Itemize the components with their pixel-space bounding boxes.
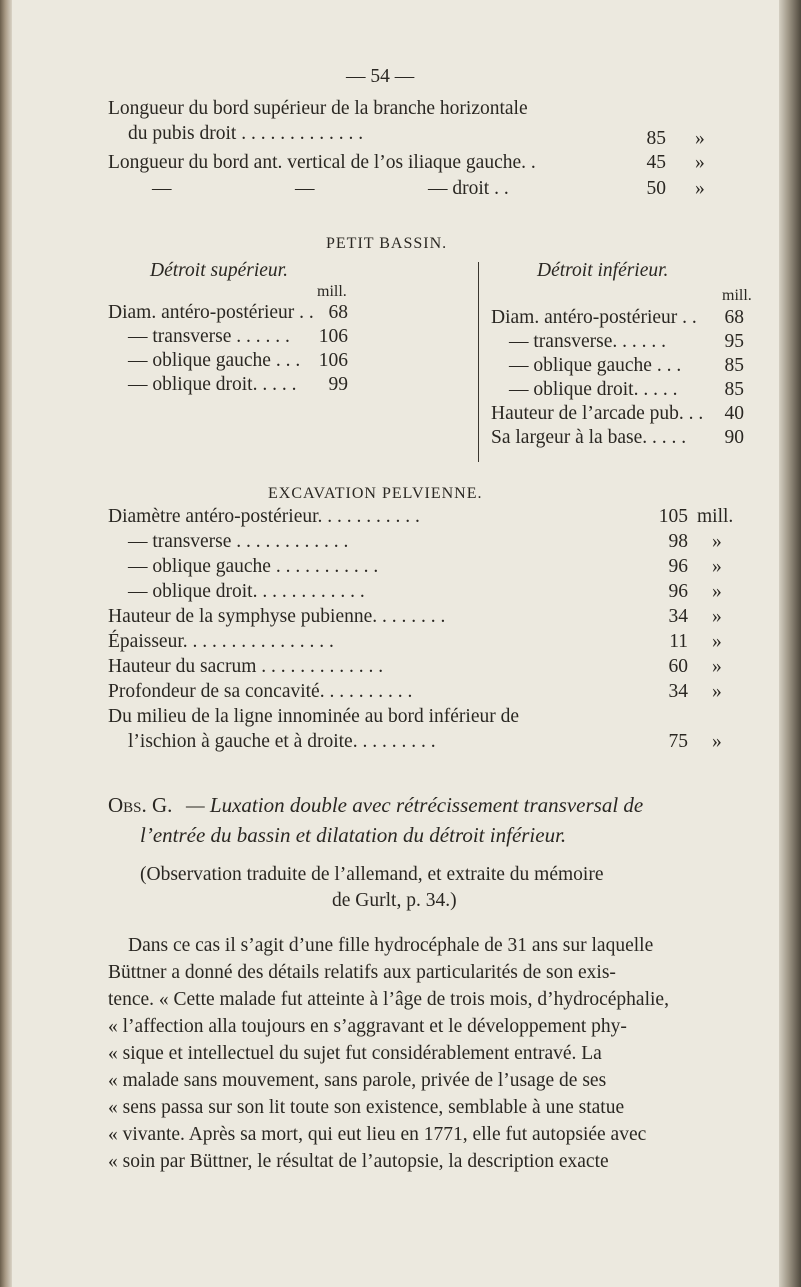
- exc-row-3-value: 96: [668, 556, 688, 577]
- obs-note-line-2: de Gurlt, p. 34.): [332, 890, 457, 911]
- obs-note-line-1: (Observation traduite de l’allemand, et extraite du mémoire: [140, 864, 604, 885]
- exc-row-3-quote: »: [712, 556, 722, 577]
- intro-value-1: 85: [646, 128, 666, 149]
- left-row-3-value: 106: [318, 350, 348, 371]
- body-line-4: « l’affection alla toujours en s’aggravant et le développement phy-: [108, 1016, 627, 1037]
- obs-title-line-2: l’entrée du bassin et dilatation du détroit inférieur.: [140, 823, 567, 847]
- page-number: — 54 —: [346, 66, 415, 87]
- exc-row-2-value: 98: [668, 531, 688, 552]
- exc-row-8-label: Profondeur de sa concavité. . . . . . . . . .: [108, 681, 413, 702]
- right-row-4-label: — oblique droit. . . . .: [509, 379, 678, 400]
- intro-line-2: du pubis droit . . . . . . . . . . . . .: [128, 123, 364, 144]
- exc-row-10-quote: »: [712, 731, 722, 752]
- exc-row-4-label: — oblique droit. . . . . . . . . . . .: [128, 581, 365, 602]
- body-line-2: Büttner a donné des détails relatifs aux particularités de son exis-: [108, 962, 616, 983]
- exc-row-6-quote: »: [712, 631, 722, 652]
- left-row-2-label: — transverse . . . . . .: [128, 326, 290, 347]
- section-heading-excavation: EXCAVATION PELVIENNE.: [268, 485, 483, 502]
- exc-row-4-value: 96: [668, 581, 688, 602]
- exc-row-5-label: Hauteur de la symphyse pubienne. . . . . . . .: [108, 606, 446, 627]
- section-heading-petit-bassin: PETIT BASSIN.: [326, 235, 448, 252]
- book-binding-left: [0, 0, 12, 1287]
- intro-quote-1: »: [695, 128, 705, 149]
- exc-row-7-value: 60: [668, 656, 688, 677]
- exc-row-7-label: Hauteur du sacrum . . . . . . . . . . . . .: [108, 656, 384, 677]
- left-row-2-value: 106: [318, 326, 348, 347]
- exc-row-2-label: — transverse . . . . . . . . . . . .: [128, 531, 349, 552]
- left-row-4-value: 99: [328, 374, 348, 395]
- exc-row-5-quote: »: [712, 606, 722, 627]
- obs-label: Obs. G.: [108, 793, 173, 817]
- exc-row-6-value: 11: [669, 631, 688, 652]
- exc-row-9-label: Du milieu de la ligne innominée au bord inférieur de: [108, 706, 519, 727]
- left-row-1-value: 68: [328, 302, 348, 323]
- exc-row-10-value: 75: [668, 731, 688, 752]
- right-row-4-value: 85: [724, 379, 744, 400]
- exc-row-1-label: Diamètre antéro-postérieur. . . . . . . . . . .: [108, 506, 420, 527]
- right-row-2-value: 95: [724, 331, 744, 352]
- right-row-3-label: — oblique gauche . . .: [509, 355, 682, 376]
- right-table-title: Détroit inférieur.: [537, 260, 669, 281]
- body-line-7: « sens passa sur son lit toute son existence, semblable à une statue: [108, 1097, 625, 1118]
- left-table-unit: mill.: [317, 283, 347, 300]
- left-row-1-label: Diam. antéro-postérieur . .: [108, 302, 314, 323]
- right-row-1-value: 68: [724, 307, 744, 328]
- right-row-5-value: 40: [724, 403, 744, 424]
- exc-row-8-quote: »: [712, 681, 722, 702]
- right-table-unit: mill.: [722, 287, 752, 304]
- intro-dash-2: —: [295, 178, 315, 199]
- right-row-2-label: — transverse. . . . . .: [509, 331, 667, 352]
- body-line-8: « vivante. Après sa mort, qui eut lieu en 1771, elle fut autopsiée avec: [108, 1124, 647, 1145]
- intro-line-3: Longueur du bord ant. vertical de l’os iliaque gauche. .: [108, 152, 536, 173]
- right-row-6-value: 90: [724, 427, 744, 448]
- right-row-6-label: Sa largeur à la base. . . . .: [491, 427, 687, 448]
- body-line-3: tence. « Cette malade fut atteinte à l’âge de trois mois, d’hydrocéphalie,: [108, 989, 669, 1010]
- intro-line-4: — droit . .: [428, 178, 509, 199]
- exc-row-5-value: 34: [668, 606, 688, 627]
- exc-row-6-label: Épaisseur. . . . . . . . . . . . . . . .: [108, 631, 334, 652]
- intro-line-1: Longueur du bord supérieur de la branche horizontale: [108, 98, 528, 119]
- left-table-title: Détroit supérieur.: [150, 260, 288, 281]
- intro-quote-3: »: [695, 178, 705, 199]
- left-row-4-label: — oblique droit. . . . .: [128, 374, 297, 395]
- exc-row-2-quote: »: [712, 531, 722, 552]
- body-line-6: « malade sans mouvement, sans parole, privée de l’usage de ses: [108, 1070, 607, 1091]
- exc-row-7-quote: »: [712, 656, 722, 677]
- book-binding-right: [779, 0, 801, 1287]
- right-row-3-value: 85: [724, 355, 744, 376]
- exc-row-4-quote: »: [712, 581, 722, 602]
- exc-row-3-label: — oblique gauche . . . . . . . . . . .: [128, 556, 379, 577]
- exc-row-8-value: 34: [668, 681, 688, 702]
- table-divider: [478, 262, 479, 462]
- right-row-5-label: Hauteur de l’arcade pub. . .: [491, 403, 704, 424]
- intro-value-2: 45: [646, 152, 666, 173]
- intro-dash-1: —: [152, 178, 172, 199]
- obs-title-line-1: — Luxation double avec rétrécissement transversal de: [186, 793, 644, 817]
- body-line-1: Dans ce cas il s’agit d’une fille hydrocéphale de 31 ans sur laquelle: [128, 935, 654, 956]
- intro-value-3: 50: [646, 178, 666, 199]
- intro-quote-2: »: [695, 152, 705, 173]
- left-row-3-label: — oblique gauche . . .: [128, 350, 301, 371]
- body-line-5: « sique et intellectuel du sujet fut considérablement entravé. La: [108, 1043, 602, 1064]
- exc-row-1-value: 105: [658, 506, 688, 527]
- exc-row-10-label: l’ischion à gauche et à droite. . . . . . . . .: [128, 731, 436, 752]
- body-line-9: « soin par Büttner, le résultat de l’autopsie, la description exacte: [108, 1151, 609, 1172]
- exc-row-1-unit: mill.: [697, 506, 734, 527]
- right-row-1-label: Diam. antéro-postérieur . .: [491, 307, 697, 328]
